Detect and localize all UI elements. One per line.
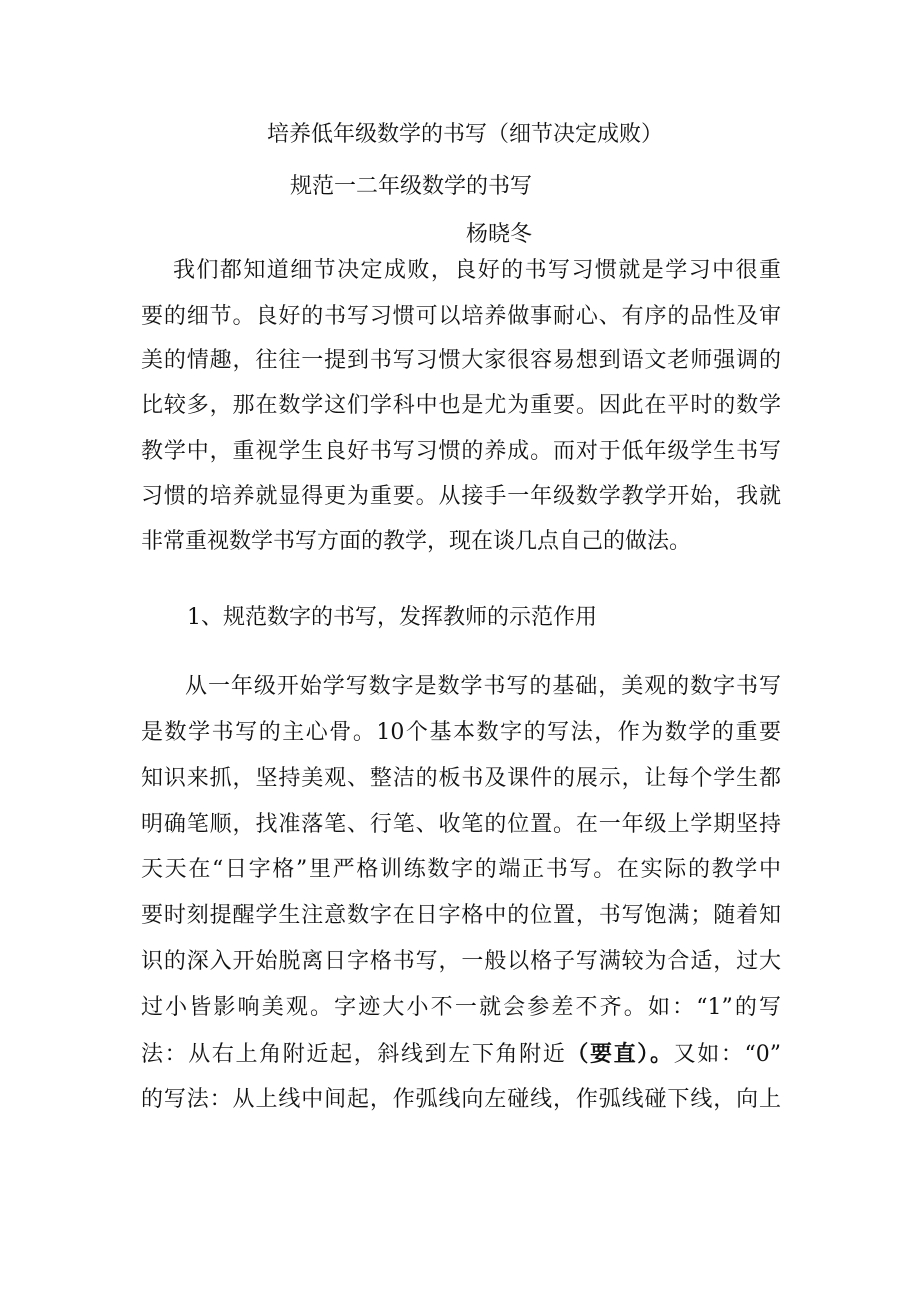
paragraph2-line: 明确笔顺，找准落笔、行笔、收笔的位置。在一年级上学期坚持 <box>141 812 781 837</box>
paragraph1-line: 习惯的培养就显得更为重要。从接手一年级数学教学开始，我就 <box>141 484 781 509</box>
paragraph1-line: 非常重视数学书写方面的教学，现在谈几点自己的做法。 <box>141 529 692 554</box>
paragraph1-line: 美的情趣，往往一提到书写习惯大家很容易想到语文老师强调的 <box>141 348 781 373</box>
paragraph2-line: 天天在“日字格”里严格训练数字的端正书写。在实际的教学中 <box>141 857 781 882</box>
paragraph2-line: 知识来抓，坚持美观、整洁的板书及课件的展示，让每个学生都 <box>141 766 781 791</box>
paragraph2-line: 的写法：从上线中间起，作弧线向左碰线，作弧线碰下线，向上 <box>141 1087 781 1112</box>
line-text-after: 又如：“0” <box>673 1042 781 1067</box>
paragraph1-line: 我们都知道细节决定成败，良好的书写习惯就是学习中很重 <box>173 258 781 283</box>
paragraph1-line: 比较多，那在数学这们学科中也是尤为重要。因此在平时的数学 <box>141 393 781 418</box>
document-title: 培养低年级数学的书写（细节决定成败） <box>267 122 664 147</box>
paragraph2-line: 是数学书写的主心骨。10个基本数字的写法，作为数学的重要 <box>141 720 781 745</box>
paragraph2-line-with-bold <box>141 1039 781 1070</box>
paragraph1-line: 教学中，重视学生良好书写习惯的养成。而对于低年级学生书写 <box>141 439 781 464</box>
paragraph2-line: 要时刻提醒学生注意数字在日字格中的位置，书写饱满；随着知 <box>141 903 781 928</box>
line-text-before: 法：从右上角附近起，斜线到左下角附近 <box>141 1042 567 1067</box>
document-subtitle: 规范一二年级数学的书写 <box>290 174 533 199</box>
paragraph2-line: 从一年级开始学写数字是数学书写的基础，美观的数字书写 <box>185 674 781 699</box>
paragraph1-line: 要的细节。良好的书写习惯可以培养做事耐心、有序的品性及审 <box>141 304 781 329</box>
author-name: 杨晓冬 <box>466 222 533 247</box>
paragraph2-line: 识的深入开始脱离日字格书写，一般以格子写满较为合适，过大 <box>141 949 781 974</box>
section-heading: 1、规范数字的书写，发挥教师的示范作用 <box>187 605 597 630</box>
emphasis-text: （要直）。 <box>566 1041 674 1067</box>
paragraph2-line: 过小皆影响美观。字迹大小不一就会参差不齐。如：“1”的写 <box>141 995 781 1020</box>
